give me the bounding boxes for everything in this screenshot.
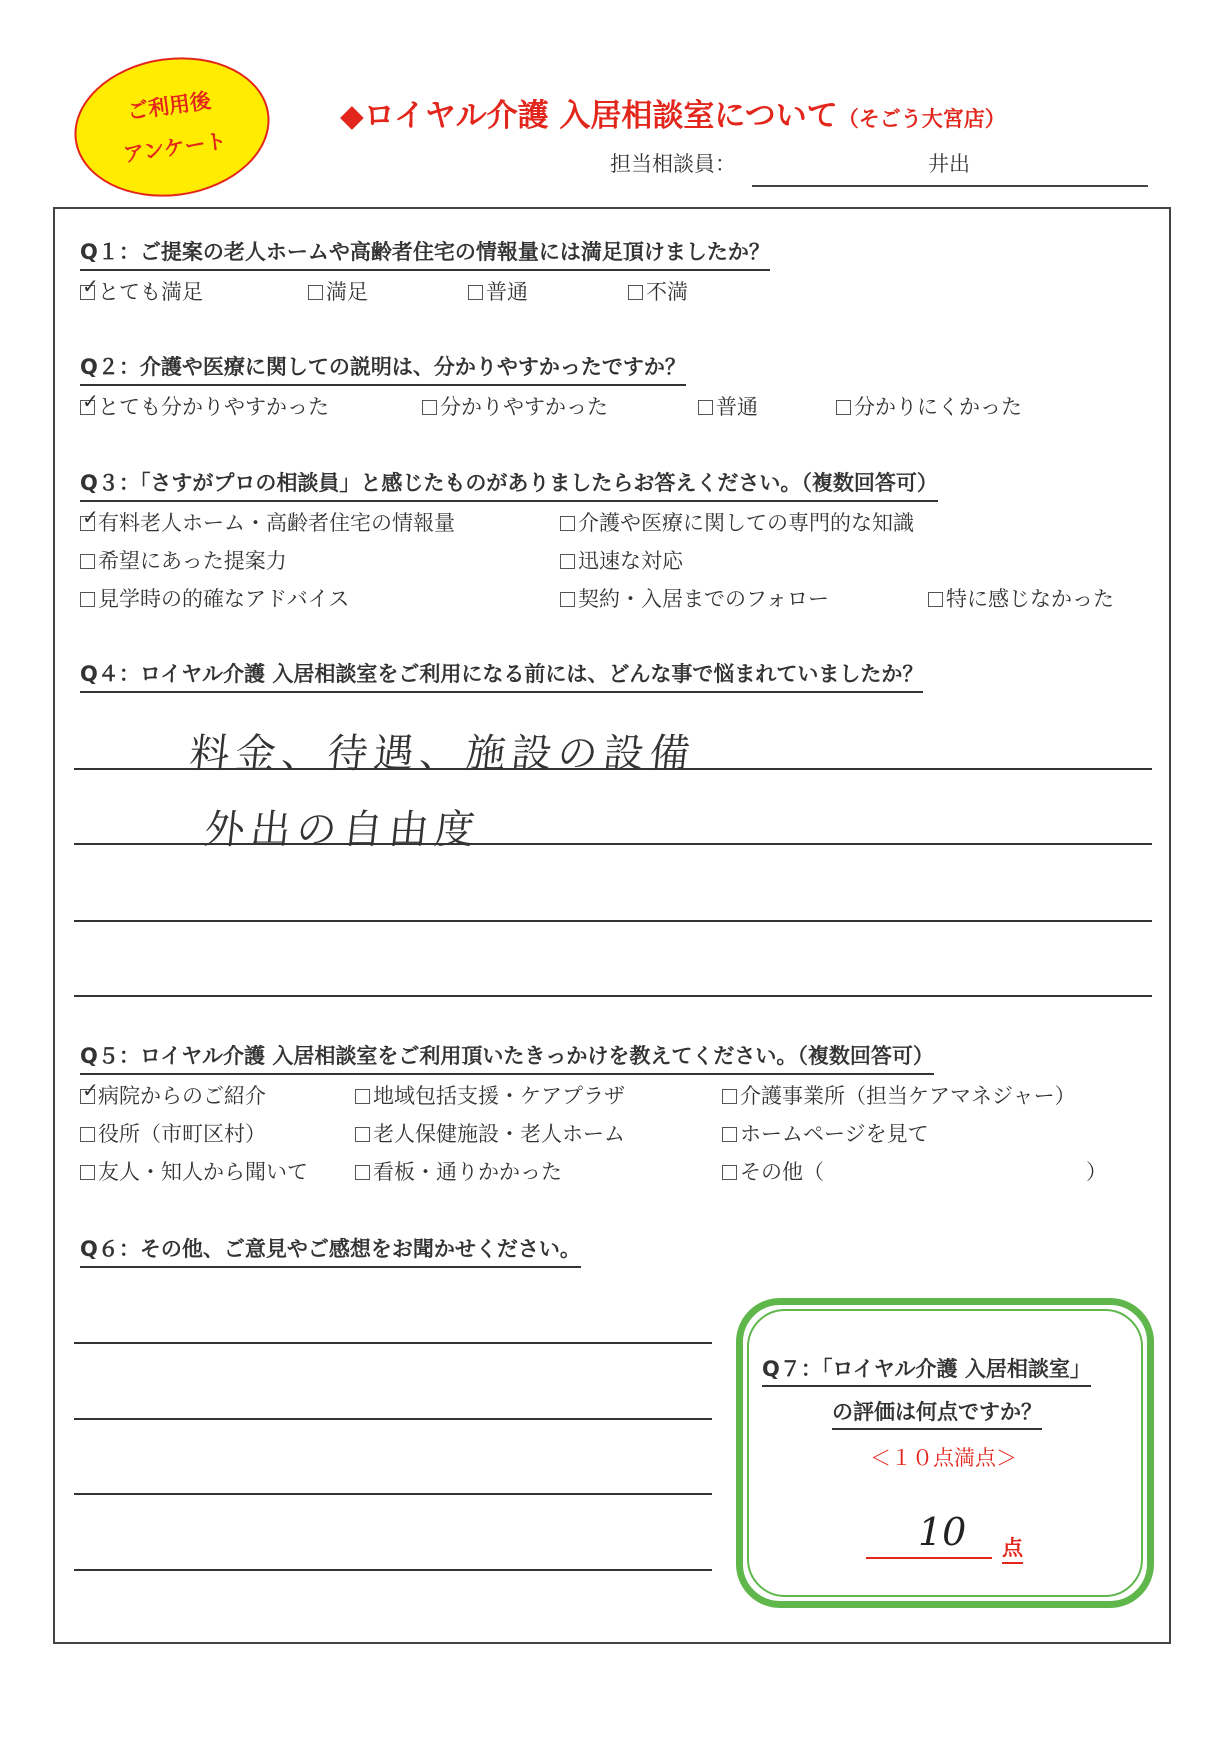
badge-line1: ご利用後 — [125, 88, 213, 124]
page-title — [340, 90, 1006, 135]
check-mark-icon: ✓ — [82, 274, 99, 298]
title-main: ◆ロイヤル介護 入居相談室について — [340, 98, 838, 134]
checkbox[interactable] — [308, 285, 323, 300]
q1-option-normal[interactable]: 普通 — [468, 276, 528, 306]
q4-answer-rule-4 — [74, 995, 1152, 997]
q4-answer-line-2[interactable]: 外出の自由度 — [202, 807, 484, 853]
q2-question: Q２：介護や医療に関しての説明は、分かりやすかったですか？ — [80, 351, 686, 386]
check-mark-icon: ✓ — [82, 389, 99, 413]
checkbox[interactable] — [80, 592, 95, 607]
q7-score-underline — [866, 1557, 992, 1559]
q5-option-care-office[interactable]: 介護事業所（担当ケアマネジャー） — [722, 1080, 1076, 1110]
checkbox[interactable] — [560, 592, 575, 607]
q4-answer-rule-1 — [74, 768, 1152, 770]
q5-other-close-paren: ） — [1086, 1160, 1107, 1184]
q1-option-satisfied[interactable]: 満足 — [308, 276, 368, 306]
checkbox[interactable] — [355, 1089, 370, 1104]
checkbox[interactable] — [468, 285, 483, 300]
q6-answer-rule-3 — [74, 1493, 712, 1495]
q6-answer-rule-4 — [74, 1569, 712, 1571]
q4-answer-rule-2 — [74, 843, 1152, 845]
q2-option-clear[interactable]: 分かりやすかった — [422, 391, 608, 421]
survey-badge — [65, 45, 278, 209]
q3-option-follow-up[interactable]: 契約・入居までのフォロー — [560, 583, 829, 613]
staff-underline — [752, 185, 1148, 187]
q7-score-value[interactable]: 10 — [918, 1510, 967, 1554]
q5-option-hospital[interactable]: ✓ 病院からのご紹介 — [82, 1078, 266, 1108]
checkbox[interactable] — [628, 285, 643, 300]
checkbox[interactable] — [928, 592, 943, 607]
checkbox[interactable] — [355, 1165, 370, 1180]
q3-question: Q３：「さすがプロの相談員」と感じたものがありましたらお答えください。（複数回答可） — [80, 467, 938, 502]
q5-option-homepage[interactable]: ホームページを見て — [722, 1118, 929, 1148]
q3-option-quick-response[interactable]: 迅速な対応 — [560, 545, 683, 575]
q5-option-care-facility[interactable]: 老人保健施設・老人ホーム — [355, 1118, 625, 1148]
q3-option-expert-knowledge[interactable]: 介護や医療に関しての専門的な知識 — [560, 507, 914, 537]
q2-option-normal[interactable]: 普通 — [698, 391, 758, 421]
q2-option-very-clear[interactable]: ✓ とても分かりやすかった — [82, 389, 329, 419]
checkbox[interactable] — [698, 400, 713, 415]
q6-answer-rule-1 — [74, 1342, 712, 1344]
q3-option-info-volume[interactable]: ✓ 有料老人ホーム・高齢者住宅の情報量 — [82, 505, 455, 535]
checkbox[interactable] — [80, 1127, 95, 1142]
check-mark-icon: ✓ — [82, 1078, 99, 1102]
q1-option-very-satisfied[interactable]: ✓ とても満足 — [82, 274, 203, 304]
q5-option-community-support[interactable]: 地域包括支援・ケアプラザ — [355, 1080, 625, 1110]
checkbox[interactable] — [80, 1078, 99, 1104]
q3-option-visit-advice[interactable]: 見学時の的確なアドバイス — [80, 583, 349, 613]
q7-question-line2: の評価は何点ですか？ — [832, 1396, 1042, 1430]
q7-score-unit: 点 — [1002, 1532, 1023, 1564]
q1-option-dissatisfied[interactable]: 不満 — [628, 276, 688, 306]
title-branch: （そごう大宮店） — [837, 107, 1006, 131]
q5-question: Q５：ロイヤル介護 入居相談室をご利用頂いたきっかけを教えてください。（複数回答可） — [80, 1040, 934, 1075]
q4-answer-line-1[interactable]: 料金、待遇、施設の設備 — [187, 731, 699, 777]
q2-option-unclear[interactable]: 分かりにくかった — [836, 391, 1022, 421]
checkbox[interactable] — [355, 1127, 370, 1142]
q4-answer-rule-3 — [74, 920, 1152, 922]
checkbox[interactable] — [422, 400, 437, 415]
q3-option-proposal[interactable]: 希望にあった提案力 — [80, 545, 287, 575]
staff-label: 担当相談員： — [610, 152, 736, 176]
q7-scale: ＜１０点満点＞ — [870, 1446, 1017, 1470]
checkbox[interactable] — [836, 400, 851, 415]
q4-question: Q４：ロイヤル介護 入居相談室をご利用になる前には、どんな事で悩まれていましたか？ — [80, 658, 923, 693]
staff-name: 井出 — [928, 152, 970, 176]
checkbox[interactable] — [560, 516, 575, 531]
checkbox[interactable] — [80, 1165, 95, 1180]
checkbox[interactable] — [80, 274, 99, 300]
q5-option-other[interactable]: その他（ — [722, 1156, 824, 1186]
q6-question: Q６：その他、ご意見やご感想をお聞かせください。 — [80, 1233, 581, 1268]
q5-option-friend[interactable]: 友人・知人から聞いて — [80, 1156, 308, 1186]
check-mark-icon: ✓ — [82, 505, 99, 529]
checkbox[interactable] — [560, 554, 575, 569]
q7-question-line1: Q７：「ロイヤル介護 入居相談室」 — [762, 1353, 1091, 1387]
checkbox[interactable] — [722, 1127, 737, 1142]
checkbox[interactable] — [80, 554, 95, 569]
checkbox[interactable] — [80, 505, 99, 531]
checkbox[interactable] — [80, 389, 99, 415]
q1-question: Q１：ご提案の老人ホームや高齢者住宅の情報量には満足頂けましたか？ — [80, 236, 770, 271]
checkbox[interactable] — [722, 1165, 737, 1180]
badge-line2: アンケート — [121, 128, 228, 167]
checkbox[interactable] — [722, 1089, 737, 1104]
q5-option-signboard[interactable]: 看板・通りかかった — [355, 1156, 562, 1186]
q6-answer-rule-2 — [74, 1418, 712, 1420]
q5-option-city-office[interactable]: 役所（市町区村） — [80, 1118, 266, 1148]
q3-option-none[interactable]: 特に感じなかった — [928, 583, 1114, 613]
